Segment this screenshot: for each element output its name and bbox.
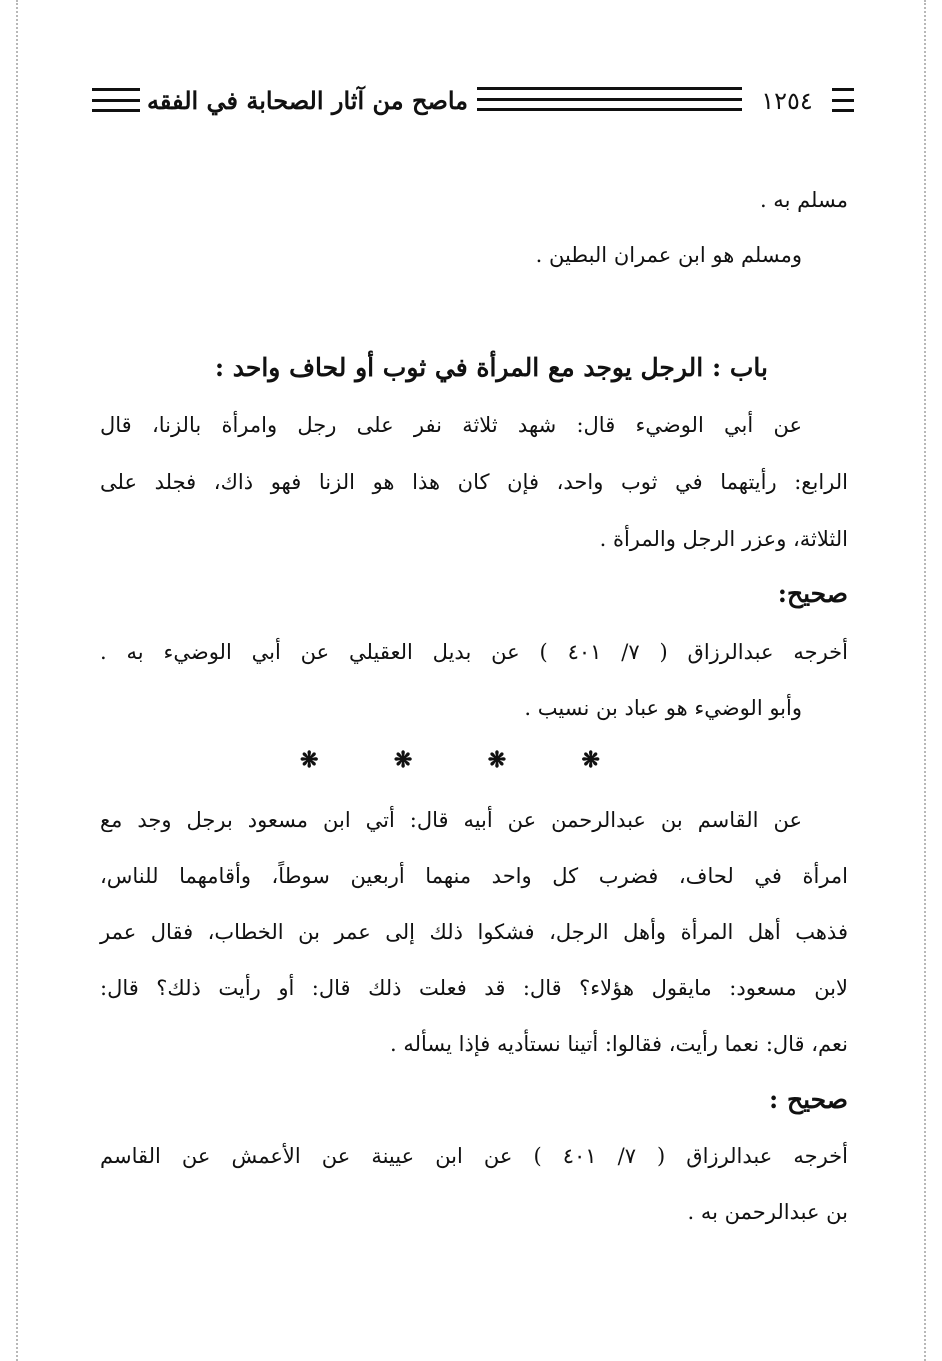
text-line: نعم، قال: نعما رأيت، فقالوا: أتينا نستأديه فإذا يسأله . (390, 1032, 848, 1056)
text-line: ومسلم هو ابن عمران البطين . (535, 243, 802, 267)
section-separator (300, 740, 600, 780)
separator-star-icon: ❋ (581, 747, 600, 773)
text-line: أخرجه عبدالرزاق ( ٧/ ٤٠١ ) عن ابن عيينة عن الأعمش عن القاسم (100, 1144, 848, 1168)
text-line: الثلاثة، وعزر الرجل والمرأة . (599, 527, 848, 551)
separator-star-icon: ❋ (300, 747, 319, 773)
text-line: امرأة في لحاف، فضرب كل واحد منهما أربعين سوطاً، وأقامهما للناس، (100, 864, 848, 888)
right-margin-dotted-line (924, 0, 926, 1361)
text-line: لابن مسعود: مايقول هؤلاء؟ قال: قد فعلت ذلك قال: أو رأيت ذلك؟ قال: (100, 976, 848, 1000)
text-line: عن القاسم بن عبدالرحمن عن أبيه قال: أتي ابن مسعود برجل وجد مع (100, 808, 802, 832)
text-line: فذهب أهل المرأة وأهل الرجل، فشكوا ذلك إلى عمر بن الخطاب، فقال عمر (100, 920, 848, 944)
text-line: الرابع: رأيتهما في ثوب واحد، فإن كان هذا هو الزنا فهو ذاك، فجلد على (100, 470, 848, 494)
grading-label: صحيح : (769, 1085, 848, 1114)
text-line: مسلم به . (759, 188, 848, 212)
page-number: ١٢٥٤ (761, 87, 813, 115)
left-margin-dotted-line (16, 0, 18, 1361)
grading-label: صحيح: (777, 579, 848, 608)
page-body (100, 0, 848, 1361)
text-line: بن عبدالرحمن به . (687, 1200, 848, 1224)
text-line: أخرجه عبدالرزاق ( ٧/ ٤٠١ ) عن بديل العقيلي عن أبي الوضيء به . (100, 640, 848, 664)
text-line: وأبو الوضيء هو عباد بن نسيب . (524, 696, 802, 720)
section-heading: باب : الرجل يوجد مع المرأة في ثوب أو لحاف واحد : (214, 353, 768, 382)
separator-star-icon: ❋ (487, 747, 507, 773)
text-line: عن أبي الوضيء قال: شهد ثلاثة نفر على رجل وامرأة بالزنا، قال (100, 413, 802, 437)
separator-star-icon: ❋ (393, 747, 413, 773)
header-title: ماصح من آثار الصحابة في الفقه (147, 86, 468, 115)
